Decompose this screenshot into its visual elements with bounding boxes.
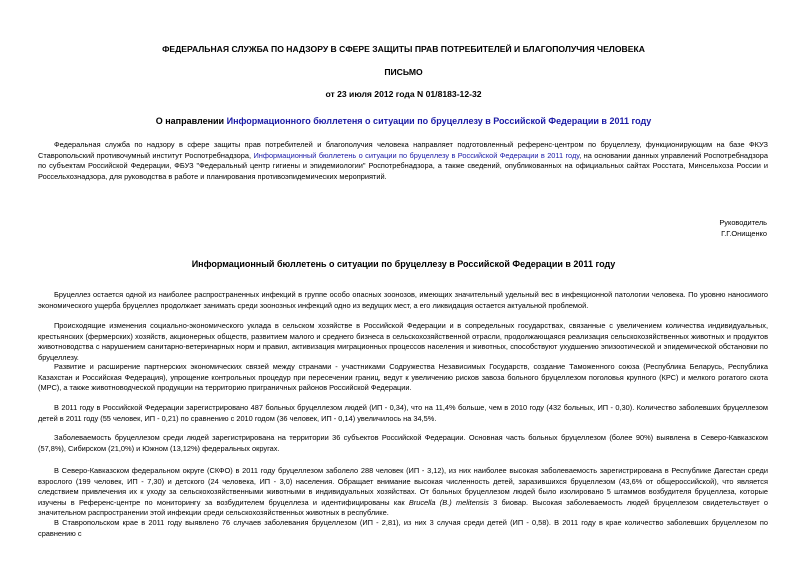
- subject-heading: [0, 116, 807, 127]
- signature-name: Г.Г.Онищенко: [721, 229, 767, 238]
- bulletin-p4-text: В 2011 году в Российской Федерации зарегистрировано 487 больных бруцеллезом людей (ИП - 0,34), что на 11,4% больше, чем в 2010 году (432 больных, ИП - 0,30). Количество заболевших бруцеллезом детей в 2011 году (55 человек, ИП - 0,21) по сравнению с 2010 годом (36 человек, ИП - 0,14) увеличилось на 34,5%.: [38, 403, 768, 423]
- intro-bulletin-link[interactable]: Информационный бюллетень о ситуации по бруцеллезу в Российской Федерации в 2011 году: [253, 150, 580, 160]
- bulletin-paragraph-6: [38, 466, 768, 519]
- bulletin-p6-text-a: В Северо-Кавказском федеральном округе (СКФО) в 2011 году бруцеллезом заболело 288 человек (ИП - 3,12), из них наиболее высокая заболеваемость зарегистрирована в Республике Дагестан среди взрослого (199 человек, ИП - 7,30) и детского (24 человека, ИП - 3,0) населения. Обращает внимание высокая численность детей, заразившихся бруцеллезом (43,6% от общероссийской), что является следствием привлечения их к уходу за сельскохозяйственными животными в индивидуальных хозяйствах. От больных бруцеллезом людей было изолировано 5 штаммов возбудителя бруцеллеза, которые изучены в Референс-центре по мониторингу за возбудителем бруцеллеза и идентифицированы как: [38, 466, 768, 507]
- signature-title: Руководитель: [719, 218, 767, 227]
- bulletin-p6-text-b: 3 биовар. Высокая заболеваемость людей бруцеллезом свидетельствует о значительном распространении этой инфекции среди сельскохозяйственных животных в республике.: [38, 497, 768, 518]
- intro-paragraph: [38, 140, 768, 182]
- date-number-heading: от 23 июля 2012 года N 01/8183-12-32: [325, 89, 482, 99]
- bulletin-paragraph-7: [38, 518, 768, 539]
- bulletin-paragraph-4: [38, 403, 768, 424]
- intro-text-1: Федеральная служба по надзору в сфере защиты прав потребителей и благополучия человека направляет подготовленный референс-центром по бруцеллезу, функционирующим на базе ФКУЗ Ставропольский противочумный институт Роспотребнадзора,: [38, 140, 768, 160]
- subject-link[interactable]: Информационного бюллетеня о ситуации по бруцеллезу в Российской Федерации в 2011 году: [226, 116, 652, 126]
- bulletin-p2-text: Происходящие изменения социально-экономического уклада в сельском хозяйстве в Российской Федерации и в сопредельных государствах, связанные с увеличением количества индивидуальных, крестьянских (фермерских) хозяйств, акционерных обществ, развитием малого и среднего бизнеса в сельскохозяйственной отрасли, продолжающаяся реализация сельскохозяйственных животных и продуктов животноводства с нарушением санитарно-ветеринарных норм и правил, активизация миграционных процессов населения и животных, способствуют ухудшению эпизоотической и эпидемической обстановки по бруцеллезу.: [38, 321, 768, 362]
- bulletin-paragraph-2: [38, 321, 768, 363]
- bulletin-paragraph-1: [38, 290, 768, 311]
- bulletin-paragraph-5: [38, 433, 768, 454]
- bulletin-paragraph-3: [38, 362, 768, 394]
- bulletin-p6-species: Brucella (B.) melitensis: [408, 497, 489, 507]
- bulletin-p3-text: Развитие и расширение партнерских экономических связей между странами - участниками Содружества Независимых Государств, создание Таможенного союза (Республика Беларусь, Республика Казахстан и Российская Федерация), упрощение контрольных процедур при пересечении границ, ведут к увеличению рисков завоза больного бруцеллезом поголовья крупного (КРС) и мелкого рогатого скота (МРС), а также животноводческой продукции на территорию приграничных районов Российской Федерации.: [38, 362, 768, 393]
- bulletin-title: Информационный бюллетень о ситуации по бруцеллезу в Российской Федерации в 2011 году: [191, 259, 616, 269]
- subject-prefix: О направлении: [155, 116, 227, 126]
- bulletin-p1-text: Бруцеллез остается одной из наиболее распространенных инфекций в группе особо опасных зоонозов, имеющих значительный удельный вес в инфекционной патологии человека. По уровню наносимого экономического ущерба бруцеллез продолжает занимать среди зоонозных инфекций одно из ведущих мест, а его ликвидация остается актуальной проблемой.: [38, 290, 768, 310]
- doc-type-heading: ПИСЬМО: [384, 67, 423, 77]
- bulletin-p5-text: Заболеваемость бруцеллезом среди людей зарегистрирована на территории 36 субъектов Российской Федерации. Основная часть больных бруцеллезом (более 90%) выявлена в Северо-Кавказском (57,8%), Сибирском (21,0%) и Южном (13,12%) федеральных округах.: [38, 433, 768, 453]
- agency-heading: ФЕДЕРАЛЬНАЯ СЛУЖБА ПО НАДЗОРУ В СФЕРЕ ЗАЩИТЫ ПРАВ ПОТРЕБИТЕЛЕЙ И БЛАГОПОЛУЧИЯ ЧЕЛОВЕКА: [162, 44, 645, 54]
- intro-text-2: , на основании данных управлений Роспотребнадзора по субъектам Российской Федерации, ФБУЗ "Федеральный центр гигиены и эпидемиологии" Роспотребнадзора, а также сведений, опубликованных на официальных сайтах Росстата, Минсельхоза России и Россельхознадзора, для руководства в работе и планирования противоэпидемических мероприятий.: [38, 150, 768, 181]
- bulletin-p7-text: В Ставропольском крае в 2011 году выявлено 76 случаев заболевания бруцеллезом (ИП - 2,81), из них 3 случая среди детей (ИП - 0,58). В 2011 году в крае количество заболевших бруцеллезом по сравнению с: [38, 518, 768, 538]
